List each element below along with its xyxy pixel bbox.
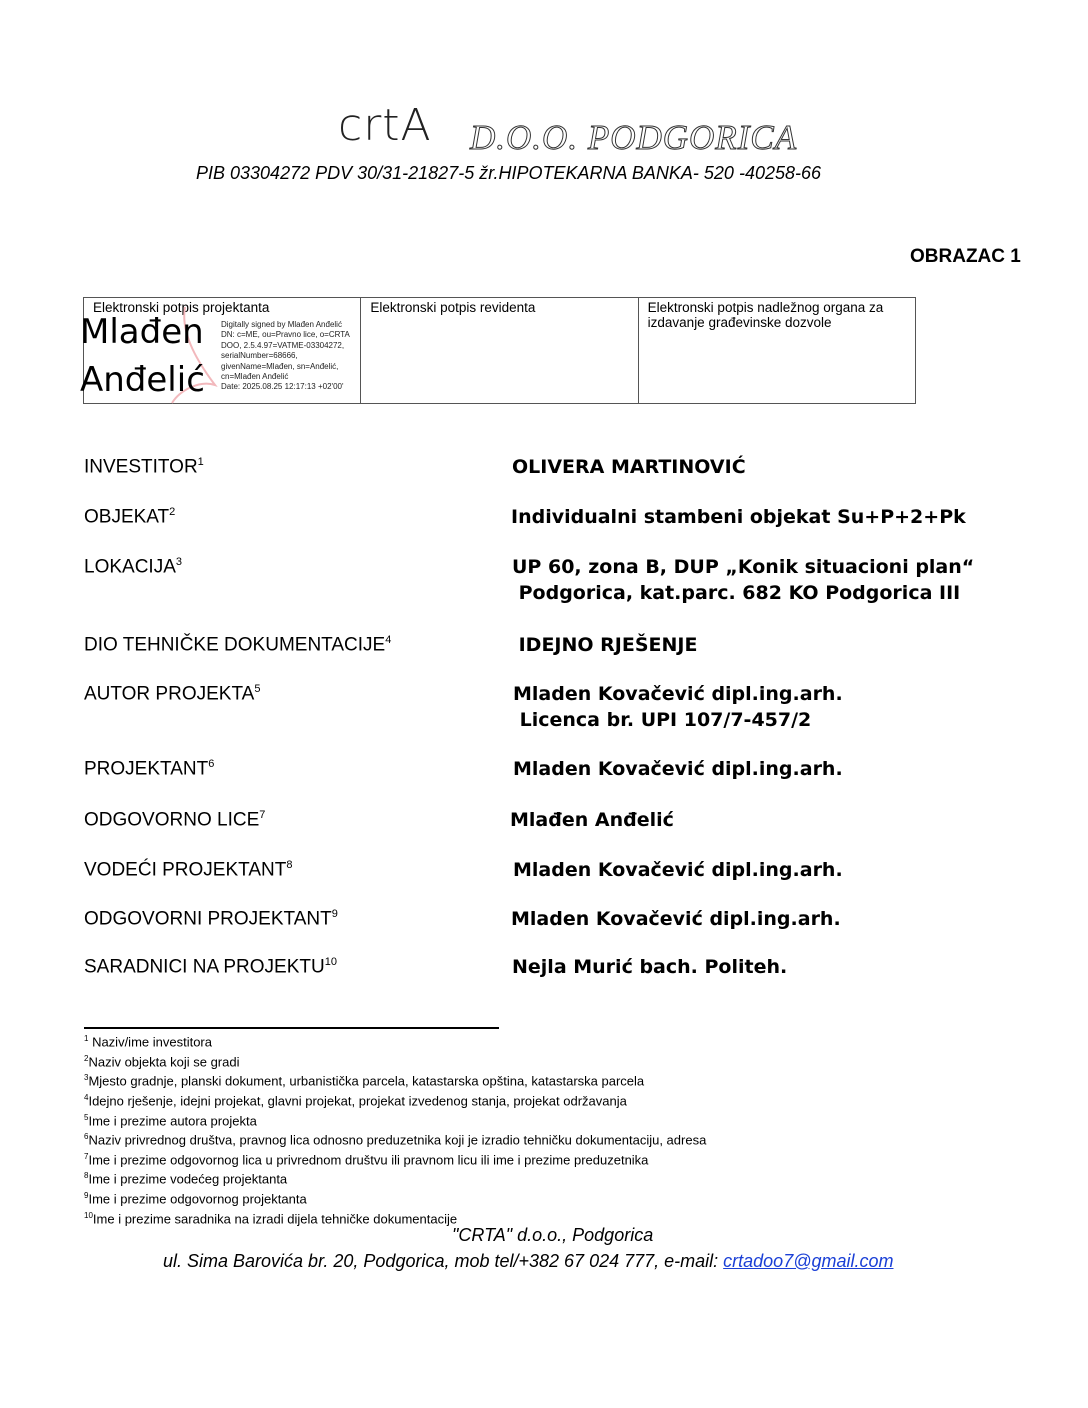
footer-address-text: ul. Sima Barovića br. 20, Podgorica, mob tel/+382 67 024 777, e-mail: bbox=[163, 1251, 724, 1271]
signature-detail-line: cn=Mlađen Anđelić bbox=[221, 372, 289, 382]
field-label-text: LOKACIJA bbox=[84, 556, 176, 578]
footnote-number: 9 bbox=[84, 1191, 89, 1200]
field-label-text: VODEĆI PROJEKTANT bbox=[84, 859, 287, 881]
footnote-ref: 7 bbox=[259, 809, 266, 821]
footnote-text: Ime i prezime vodećeg projektanta bbox=[88, 1171, 288, 1187]
footnote-text: Naziv/ime investitora bbox=[88, 1034, 212, 1050]
footnote-ref: 6 bbox=[208, 758, 215, 770]
field-label-text: OBJEKAT bbox=[84, 506, 170, 528]
footnote bbox=[84, 1188, 706, 1208]
signer-first-name: Mlađen bbox=[80, 312, 204, 352]
field-label bbox=[84, 859, 292, 881]
footnote-text: Ime i prezime odgovornog lica u privrednom društvu ili pravnom licu ili ime i prezime preduzetnika bbox=[88, 1152, 649, 1168]
field-value: OLIVERA MARTINOVIĆ bbox=[512, 456, 746, 478]
field-label bbox=[84, 456, 204, 478]
field-label bbox=[84, 556, 182, 578]
footnote-ref: 1 bbox=[197, 456, 204, 468]
field-value: Licenca br. UPI 107/7-457/2 bbox=[513, 709, 812, 731]
footnote-ref: 10 bbox=[324, 956, 337, 968]
footnote-ref: 8 bbox=[286, 859, 293, 871]
footnote-number: 1 bbox=[84, 1034, 89, 1043]
signature-detail-line: Digitally signed by Mlađen Anđelić bbox=[221, 320, 342, 329]
signature-cell-authority[interactable] bbox=[638, 298, 915, 404]
footnote-number: 10 bbox=[84, 1210, 93, 1220]
field-label-text: PROJEKTANT bbox=[84, 758, 209, 780]
footnote bbox=[84, 1129, 706, 1149]
footnote bbox=[84, 1070, 706, 1090]
field-value: IDEJNO RJEŠENJE bbox=[512, 634, 698, 656]
field-label-text: AUTOR PROJEKTA bbox=[84, 683, 255, 705]
signature-cell-reviewer[interactable] bbox=[361, 298, 638, 404]
footnote-text: Naziv privrednog društva, pravnog lica odnosno preduzetnika koji je izradio tehničku dokumentaciju, adresa bbox=[88, 1132, 707, 1148]
field-value: Individualni stambeni objekat Su+P+2+Pk bbox=[511, 506, 966, 528]
signer-last-name: Anđelić bbox=[80, 360, 205, 400]
footnote-text: Mjesto gradnje, planski dokument, urbanistička parcela, katastarska opština, katastarska parcela bbox=[88, 1073, 645, 1089]
field-value: Nejla Murić bach. Politeh. bbox=[512, 956, 788, 978]
signature-detail-line: Date: 2025.08.25 12:17:13 +02'00' bbox=[221, 382, 344, 392]
footnote-number: 7 bbox=[84, 1151, 89, 1161]
signature-detail-line: serialNumber=68666, bbox=[221, 351, 298, 361]
signature-detail-line: DOO, 2.5.4.97=VATME-03304272, bbox=[221, 340, 345, 350]
footnote bbox=[84, 1090, 706, 1110]
footer-company: "CRTA" d.o.o., Podgorica bbox=[452, 1225, 654, 1245]
form-label: OBRAZAC 1 bbox=[910, 246, 1021, 267]
footnote-text: Ime i prezime autora projekta bbox=[88, 1112, 257, 1128]
field-label-text: ODGOVORNI PROJEKTANT bbox=[84, 908, 332, 930]
footnote bbox=[84, 1168, 706, 1188]
signature-details bbox=[221, 320, 350, 393]
field-label bbox=[84, 809, 265, 831]
field-label-text: DIO TEHNIČKE DOKUMENTACIJE bbox=[84, 634, 386, 656]
footnote-divider bbox=[84, 1027, 499, 1029]
email-link[interactable]: crtadoo7@gmail.com bbox=[723, 1251, 894, 1271]
footnote-ref: 2 bbox=[169, 506, 176, 518]
signature-label: Elektronski potpis revidenta bbox=[370, 300, 536, 315]
field-label bbox=[84, 956, 337, 978]
footnote-text: Ime i prezime odgovornog projektanta bbox=[88, 1191, 307, 1207]
footnote bbox=[84, 1051, 706, 1071]
footnote bbox=[84, 1110, 706, 1130]
field-label-text: ODGOVORNO LICE bbox=[84, 809, 260, 831]
footnote-number: 3 bbox=[84, 1073, 89, 1083]
field-value: Mlađen Anđelić bbox=[510, 809, 674, 831]
field-label bbox=[84, 506, 175, 528]
field-label-text: SARADNICI NA PROJEKTU bbox=[84, 956, 325, 978]
field-label bbox=[84, 683, 260, 705]
signature-label: Elektronski potpis nadležnog organa za izdavanje građevinske dozvole bbox=[647, 300, 884, 330]
field-value: UP 60, zona B, DUP „Konik situacioni plan“ bbox=[512, 556, 975, 578]
footnote-text: Ime i prezime saradnika na izradi dijela tehničke dokumentacije bbox=[92, 1210, 458, 1226]
footnotes bbox=[84, 1031, 706, 1227]
footnote-text: Naziv objekta koji se gradi bbox=[88, 1053, 240, 1069]
field-value: Mladen Kovačević dipl.ing.arh. bbox=[511, 908, 841, 930]
footnote-ref: 3 bbox=[175, 556, 182, 568]
signature-detail-line: DN: c=ME, ou=Pravno lice, o=CRTA bbox=[221, 330, 350, 340]
footnote-number: 8 bbox=[84, 1171, 89, 1181]
footer-address bbox=[163, 1251, 894, 1272]
footnote-ref: 5 bbox=[254, 683, 261, 695]
footnote-ref: 9 bbox=[331, 908, 338, 920]
footnote bbox=[84, 1031, 706, 1051]
field-value: Mladen Kovačević dipl.ing.arh. bbox=[513, 859, 843, 881]
footnote bbox=[84, 1149, 706, 1169]
field-label bbox=[84, 758, 214, 780]
signature-label: Elektronski potpis projektanta bbox=[93, 300, 270, 315]
footnote-number: 2 bbox=[84, 1053, 89, 1063]
signature-detail-line: givenName=Mlađen, sn=Anđelić, bbox=[221, 361, 339, 371]
field-value: Mladen Kovačević dipl.ing.arh. bbox=[513, 683, 843, 705]
footnote-number: 6 bbox=[84, 1132, 89, 1142]
field-value: Mladen Kovačević dipl.ing.arh. bbox=[513, 758, 843, 780]
footnote-number: 4 bbox=[84, 1092, 89, 1102]
footnote-number: 5 bbox=[84, 1112, 89, 1122]
company-logo: crtA bbox=[338, 100, 432, 151]
company-name: D.O.O. PODGORICA bbox=[470, 118, 798, 157]
footnote-text: Idejno rješenje, idejni projekat, glavni projekat, projekat izvedenog stanja, projekat održavanja bbox=[88, 1093, 627, 1109]
field-label-text: INVESTITOR bbox=[84, 456, 198, 478]
field-label bbox=[84, 908, 338, 930]
signer-name bbox=[80, 308, 205, 404]
field-label bbox=[84, 634, 391, 656]
field-value: Podgorica, kat.parc. 682 KO Podgorica III bbox=[512, 582, 961, 604]
footnote-ref: 4 bbox=[385, 634, 392, 646]
company-registry: PIB 03304272 PDV 30/31-21827-5 žr.HIPOTEKARNA BANKA- 520 -40258-66 bbox=[196, 163, 822, 183]
